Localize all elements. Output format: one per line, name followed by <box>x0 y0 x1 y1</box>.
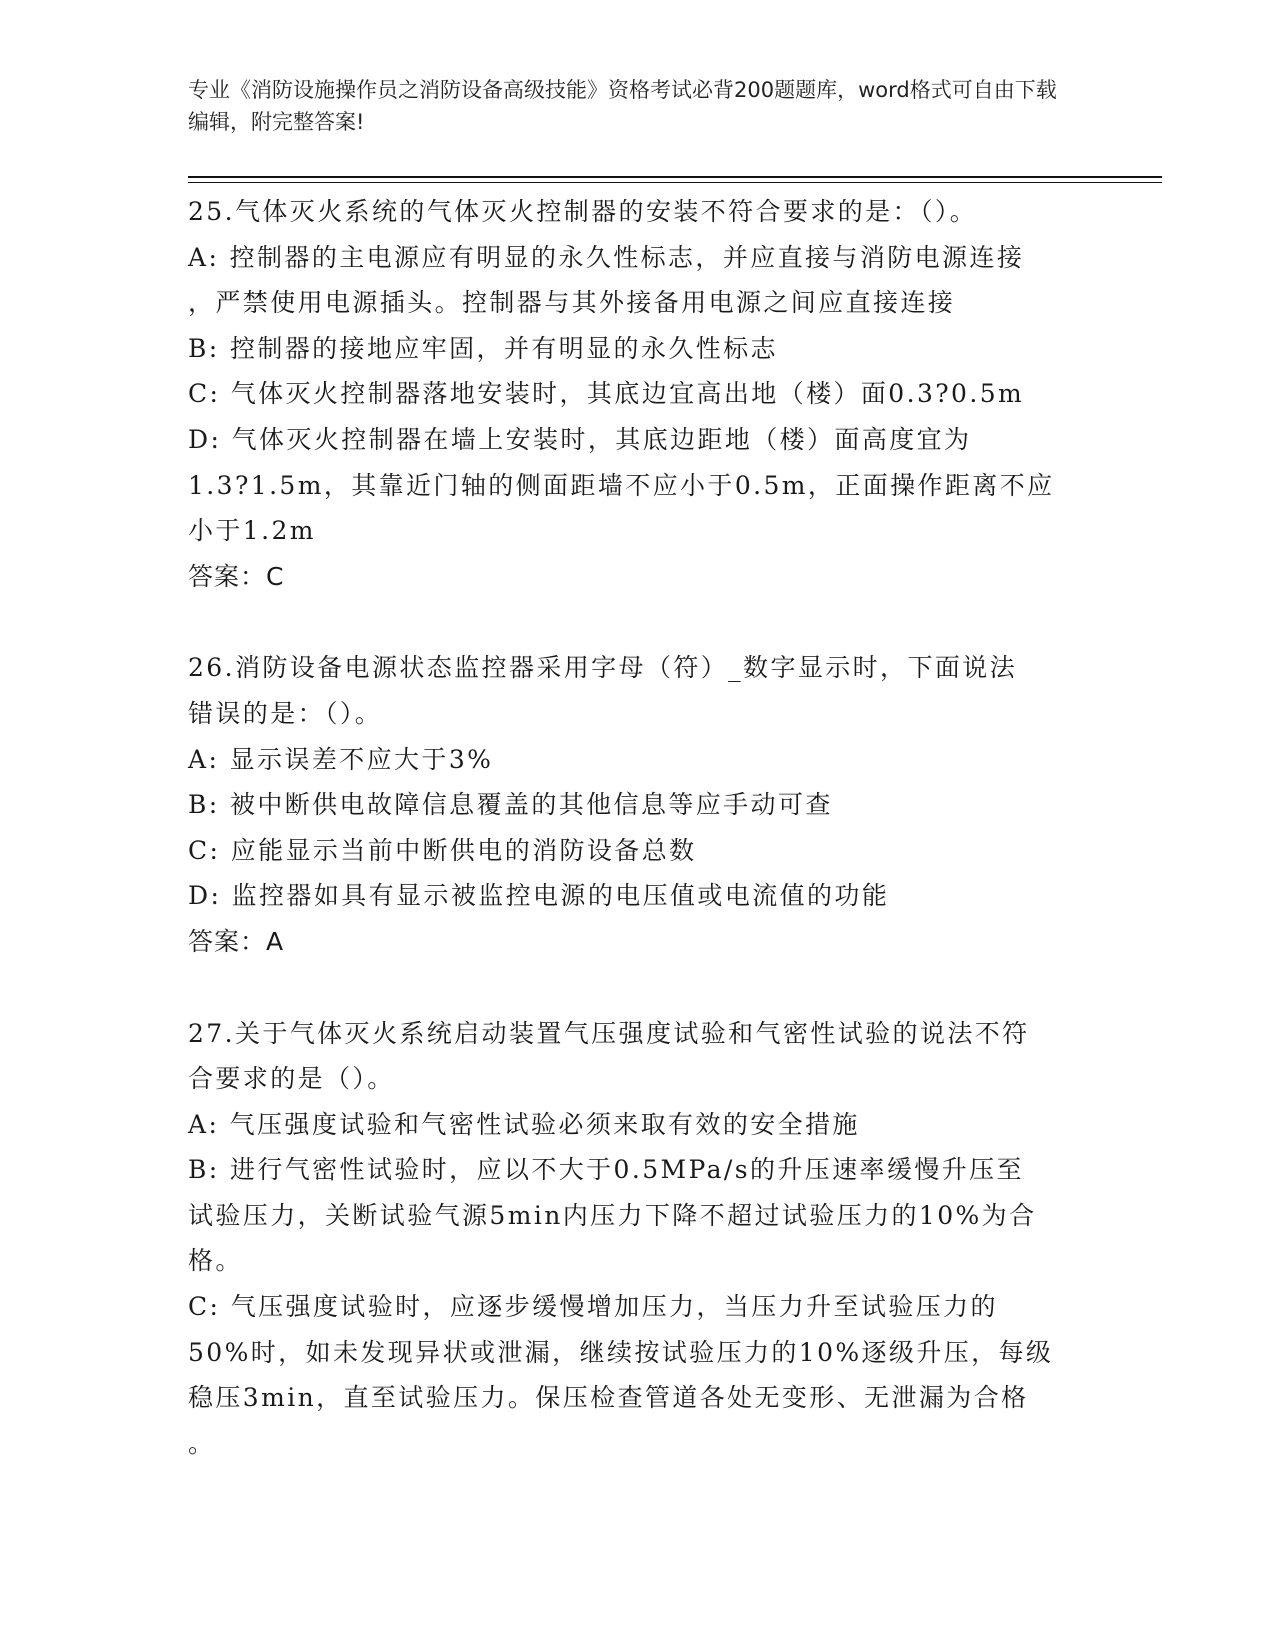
question-stem-continued: 错误的是：（）。 <box>188 698 383 728</box>
question-stem: 27.关于气体灭火系统启动装置气压强度试验和气密性试验的说法不符 <box>188 1018 1030 1048</box>
document-intro: 专业《消防设施操作员之消防设备高级技能》资格考试必背200题题库，word格式可自由下载编辑，附完整答案! <box>188 78 1057 134</box>
question-25 <box>188 189 1093 599</box>
header-divider-thin <box>188 182 1162 183</box>
question-27 <box>188 1011 1093 1467</box>
option-b: B: 进行气密性试验时，应以不大于0.5MPa/s的升压速率缓慢升压至 <box>188 1155 1024 1185</box>
answer-label: 答案：C <box>188 561 285 591</box>
option-c: C: 应能显示当前中断供电的消防设备总数 <box>188 835 697 865</box>
option-a: A: 气压强度试验和气密性试验必须来取有效的安全措施 <box>188 1109 860 1139</box>
option-d: D: 监控器如具有显示被监控电源的电压值或电流值的功能 <box>188 881 890 911</box>
option-c: C: 气体灭火控制器落地安装时，其底边宜高出地（楼）面0.3?0.5m <box>188 379 1025 409</box>
option-d-continued: 小于1.2m <box>188 516 316 546</box>
option-a: A: 控制器的主电源应有明显的永久性标志，并应直接与消防电源连接 <box>188 242 1025 272</box>
option-b: B: 控制器的接地应牢固，并有明显的永久性标志 <box>188 333 778 363</box>
option-c: C: 气压强度试验时，应逐步缓慢增加压力，当压力升至试验压力的 <box>188 1292 998 1322</box>
option-a: A: 显示误差不应大于3% <box>188 744 494 774</box>
option-b: B: 被中断供电故障信息覆盖的其他信息等应手动可查 <box>188 790 833 820</box>
option-d-continued: 1.3?1.5m，其靠近门轴的侧面距墙不应小于0.5m，正面操作距离不应 <box>188 470 1055 500</box>
question-26 <box>188 645 1093 964</box>
option-b-continued: 试验压力，关断试验气源5min内压力下降不超过试验压力的10%为合 <box>188 1200 1037 1230</box>
option-b-continued: 格。 <box>188 1246 243 1276</box>
option-c-continued: 50%时，如未发现异状或泄漏，继续按试验压力的10%逐级升压，每级 <box>188 1337 1054 1367</box>
option-a-continued: ，严禁使用电源插头。控制器与其外接备用电源之间应直接连接 <box>188 288 956 318</box>
option-c-continued: 稳压3min，直至试验压力。保压检查管道各处无变形、无泄漏为合格 <box>188 1383 1029 1413</box>
question-stem: 25.气体灭火系统的气体灭火控制器的安装不符合要求的是：（）。 <box>188 197 978 226</box>
option-d: D: 气体灭火控制器在墙上安装时，其底边距地（楼）面高度宜为 <box>188 424 972 454</box>
question-stem: 26.消防设备电源状态监控器采用字母（符）_数字显示时，下面说法 <box>188 653 1018 683</box>
header-divider-thick <box>188 176 1162 178</box>
question-list <box>188 189 1093 1512</box>
answer-label: 答案：A <box>188 926 285 956</box>
question-stem-continued: 合要求的是（）。 <box>188 1064 395 1094</box>
option-c-continued: 。 <box>188 1428 216 1458</box>
